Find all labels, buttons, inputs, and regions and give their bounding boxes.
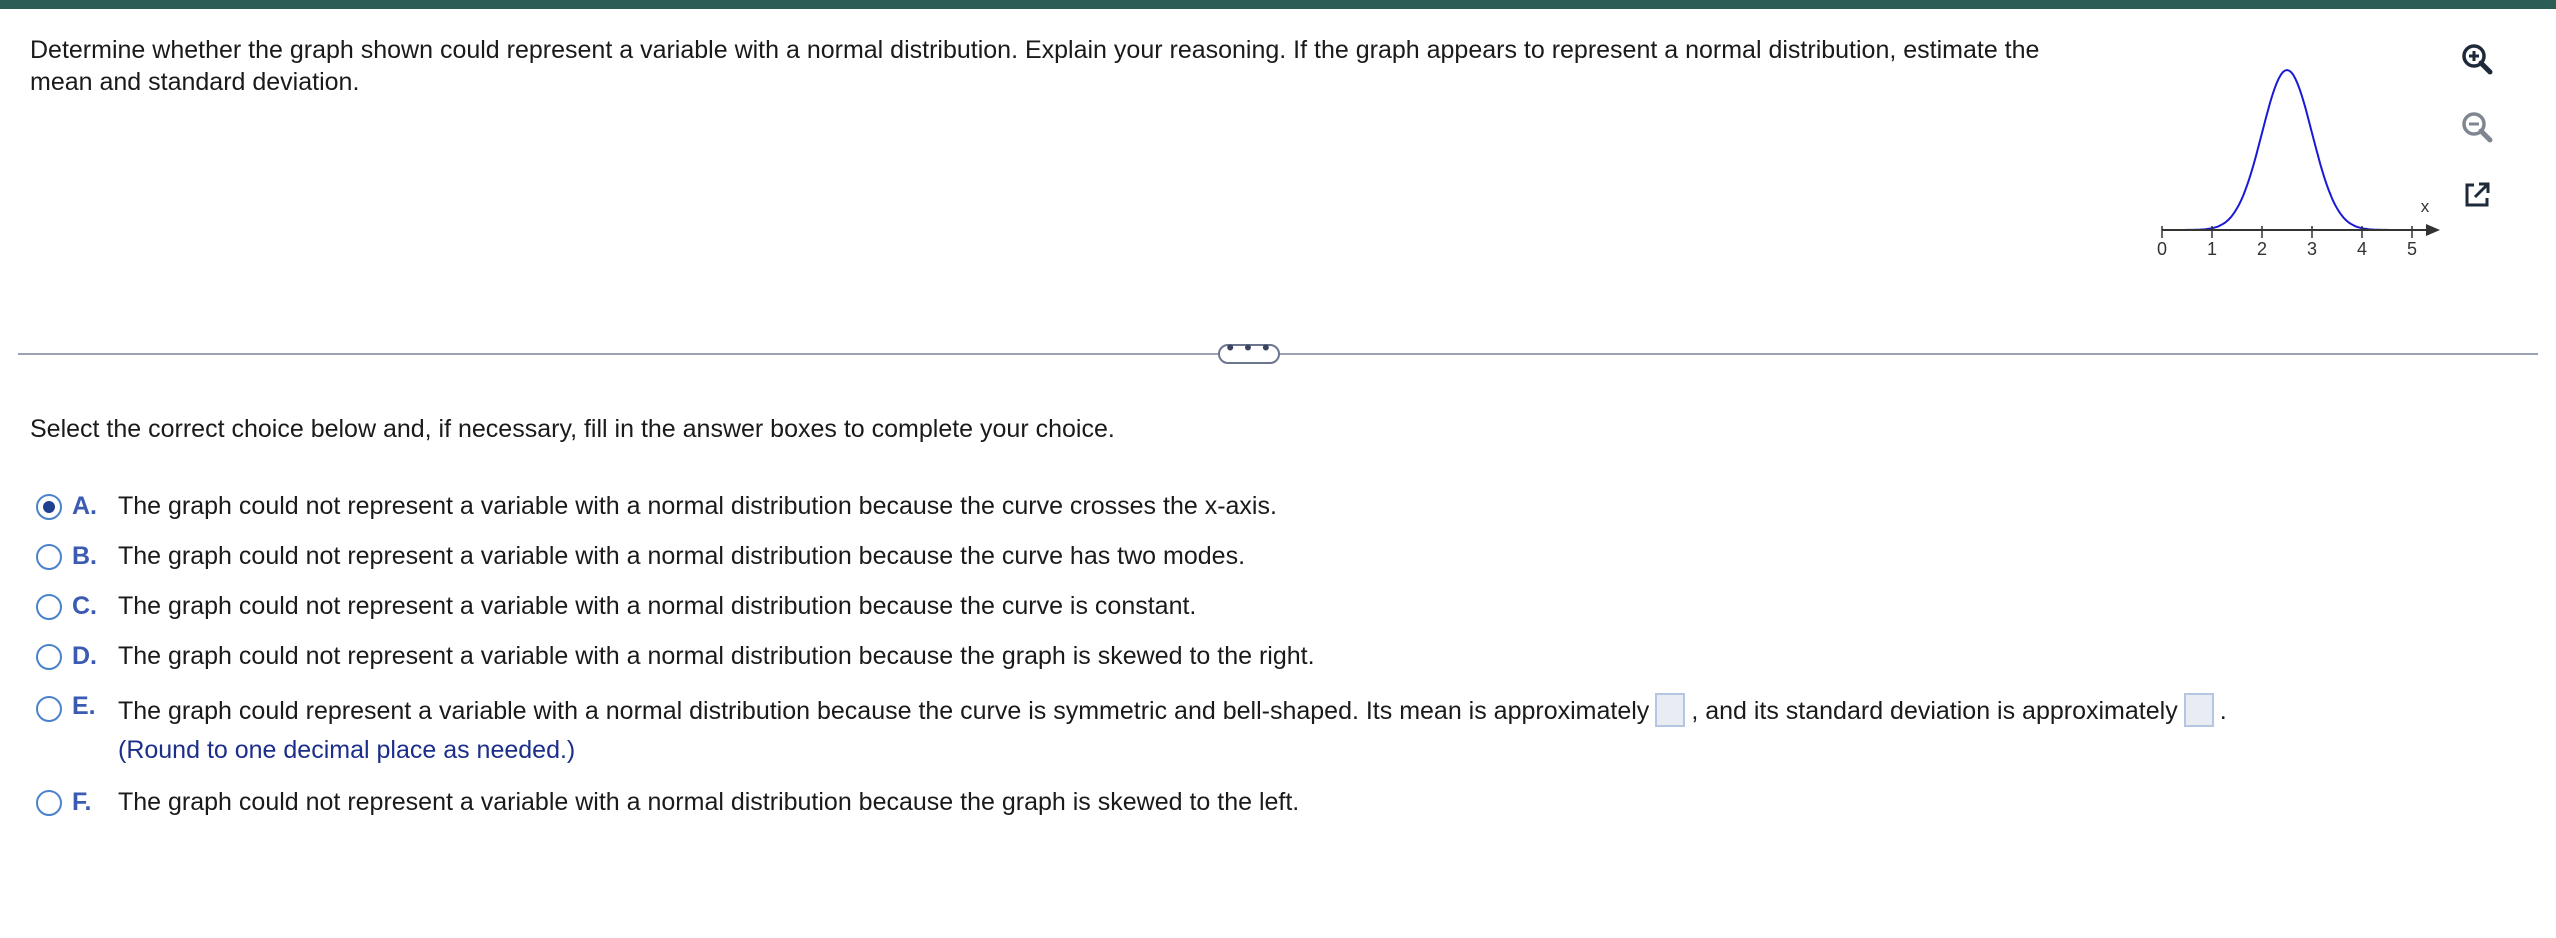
x-tick-label: 4 [2356, 239, 2368, 259]
zoom-in-icon [2459, 41, 2495, 77]
zoom-out-icon [2459, 109, 2495, 145]
choice-letter: E. [72, 692, 96, 720]
mean-answer-box[interactable] [1655, 693, 1685, 727]
choice-text: The graph could not represent a variable with a normal distribution because the graph is skewed to the right. [118, 642, 1315, 670]
choice-letter: F. [72, 788, 92, 816]
x-axis-label: x [2420, 197, 2430, 216]
choice-text: The graph could not represent a variable with a normal distribution because the curve crosses the x-axis. [118, 492, 1277, 520]
radio-a[interactable] [36, 494, 62, 520]
choice-letter: D. [72, 642, 97, 670]
tool-panel [2454, 36, 2506, 240]
choice-e-text-part2: , and its standard deviation is approximately [1691, 697, 2178, 725]
choice-c[interactable] [30, 588, 2510, 638]
radio-e[interactable] [36, 696, 62, 722]
choice-e-text-part3: . [2219, 697, 2227, 725]
choice-letter: C. [72, 592, 97, 620]
popout-button[interactable] [2454, 172, 2500, 218]
question-text: Determine whether the graph shown could represent a variable with a normal distribution. Explain your reasoning. If the graph appears to represent a normal distribution, estimate the mean and standard deviation. [30, 36, 2040, 96]
x-tick-label: 5 [2406, 239, 2418, 259]
rounding-hint: (Round to one decimal place as needed.) [118, 736, 576, 764]
expand-label: • • • [1226, 335, 1272, 360]
x-tick-label: 1 [2206, 239, 2218, 259]
x-axis-arrow [2426, 224, 2440, 236]
zoom-in-button[interactable] [2454, 36, 2500, 82]
radio-f[interactable] [36, 790, 62, 816]
x-tick-label: 0 [2156, 239, 2168, 259]
external-link-icon [2460, 178, 2494, 212]
answer-choices [30, 488, 2510, 834]
choice-letter: A. [72, 492, 97, 520]
radio-d[interactable] [36, 644, 62, 670]
choice-e[interactable] [30, 688, 2510, 784]
zoom-out-button[interactable] [2454, 104, 2500, 150]
top-bar [0, 0, 2556, 9]
choice-letter: B. [72, 542, 97, 570]
choice-text: The graph could not represent a variable with a normal distribution because the graph is skewed to the left. [118, 788, 1300, 816]
choice-d[interactable] [30, 638, 2510, 688]
choice-a[interactable] [30, 488, 2510, 538]
normal-curve-graph [2150, 62, 2470, 272]
std-dev-answer-box[interactable] [2184, 693, 2214, 727]
curve-line [2162, 70, 2412, 230]
choice-text: The graph could not represent a variable with a normal distribution because the curve has two modes. [118, 542, 1246, 570]
expand-button[interactable] [1218, 335, 1280, 364]
choice-text [118, 695, 2227, 727]
choice-f[interactable] [30, 784, 2510, 834]
instruction-text: Select the correct choice below and, if necessary, fill in the answer boxes to complete your choice. [30, 415, 1115, 443]
radio-c[interactable] [36, 594, 62, 620]
x-tick-label: 2 [2256, 239, 2268, 259]
choice-text: The graph could not represent a variable with a normal distribution because the curve is constant. [118, 592, 1197, 620]
radio-b[interactable] [36, 544, 62, 570]
choice-e-text-part1: The graph could represent a variable with a normal distribution because the curve is symmetric and bell-shaped. Its mean is approximately [118, 697, 1650, 725]
choice-b[interactable] [30, 538, 2510, 588]
x-tick-label: 3 [2306, 239, 2318, 259]
